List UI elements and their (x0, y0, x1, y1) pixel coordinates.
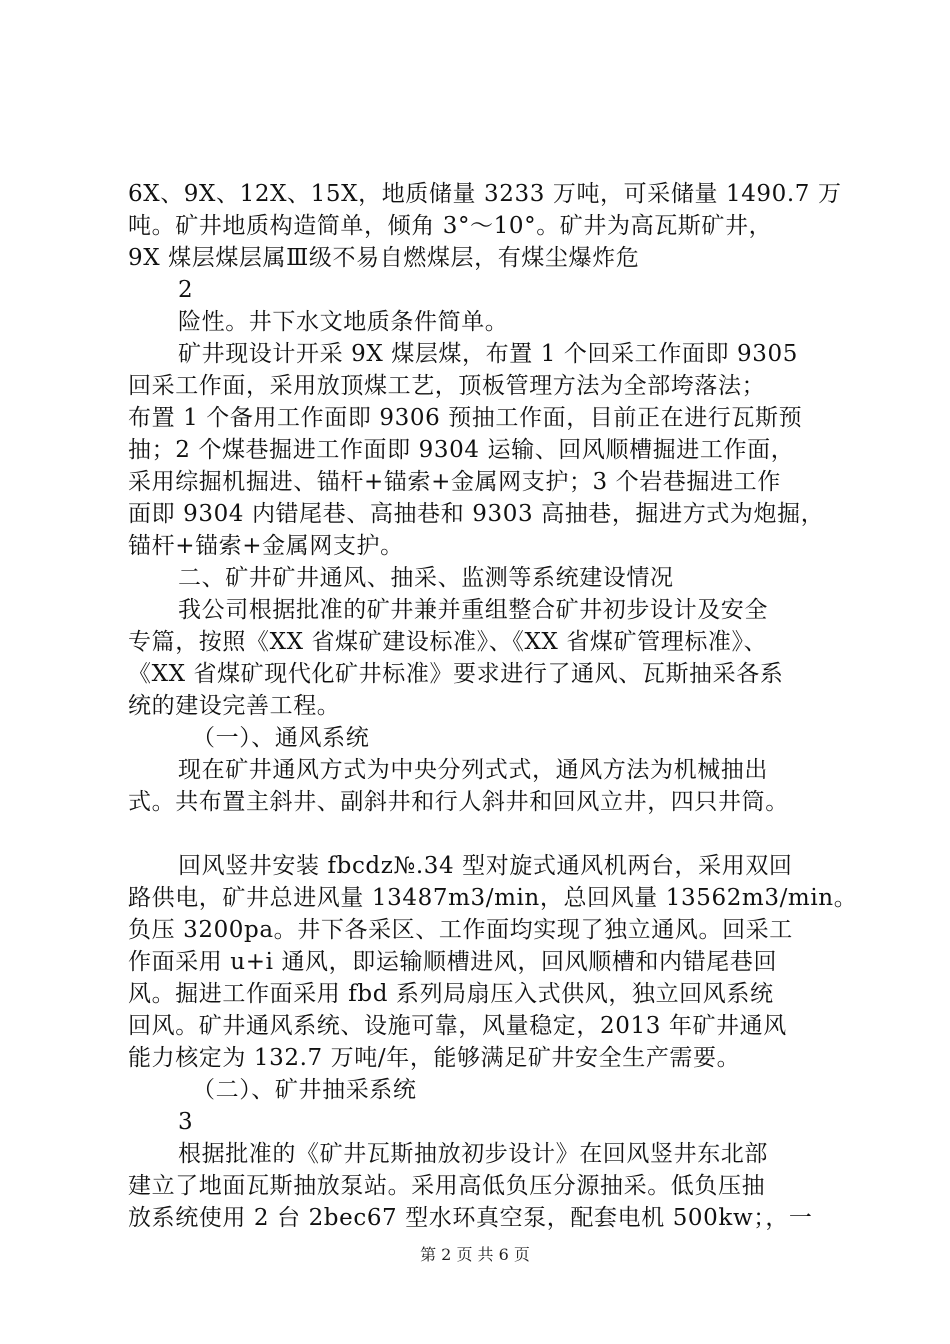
paragraph-start: 根据批准的《矿井瓦斯抽放初步设计》在回风竖井东北部 (178, 1141, 768, 1167)
text-line: 负压 3200pa。井下各采区、工作面均实现了独立通风。回采工 (128, 917, 793, 943)
text-line: 放系统使用 2 台 2bec67 型水环真空泵，配套电机 500kw；，一 (128, 1205, 813, 1231)
text-line: 6X、9X、12X、15X，地质储量 3233 万吨，可采储量 1490.7 万 (128, 181, 842, 207)
page-footer: 第 2 页 共 6 页 (420, 1245, 530, 1264)
text-line: 采用综掘机掘进、锚杆+锚索+金属网支护；3 个岩巷掘进工作 (128, 469, 781, 495)
text-line: 锚杆+锚索+金属网支护。 (128, 533, 404, 559)
text-line: 《XX 省煤矿现代化矿井标准》要求进行了通风、瓦斯抽采各系 (128, 661, 784, 687)
page-marker: 3 (178, 1109, 194, 1135)
text-line: 回风。矿井通风系统、设施可靠，风量稳定，2013 年矿井通风 (128, 1013, 787, 1039)
subsection-heading: （二）、矿井抽采系统 (192, 1077, 417, 1103)
paragraph-start: 矿井现设计开采 9X 煤层煤，布置 1 个回采工作面即 9305 (178, 341, 798, 367)
text-line: 9X 煤层煤层属Ⅲ级不易自燃煤层，有煤尘爆炸危 (128, 245, 640, 271)
text-line: 险性。井下水文地质条件简单。 (178, 309, 509, 335)
text-line: 能力核定为 132.7 万吨/年，能够满足矿井安全生产需要。 (128, 1045, 741, 1071)
text-line: 吨。矿井地质构造简单，倾角 3°～10°。矿井为高瓦斯矿井， (128, 213, 773, 239)
section-heading: 二、矿井矿井通风、抽采、监测等系统建设情况 (178, 565, 674, 591)
page-marker: 2 (178, 277, 194, 303)
subsection-heading: （一）、通风系统 (192, 725, 370, 751)
text-line: 式。共布置主斜井、副斜井和行人斜井和回风立井，四只井筒。 (128, 789, 789, 815)
text-line: 抽；2 个煤巷掘进工作面即 9304 运输、回风顺槽掘进工作面， (128, 437, 795, 463)
paragraph-start: 现在矿井通风方式为中央分列式式，通风方法为机械抽出 (178, 757, 768, 783)
text-line: 风。掘进工作面采用 fbd 系列局扇压入式供风，独立回风系统 (128, 981, 774, 1007)
text-line: 回采工作面，采用放顶煤工艺，顶板管理方法为全部垮落法； (128, 373, 766, 399)
text-line: 专篇，按照《XX 省煤矿建设标准》、《XX 省煤矿管理标准》、 (128, 629, 768, 655)
text-line: 建立了地面瓦斯抽放泵站。采用高低负压分源抽采。低负压抽 (128, 1173, 766, 1199)
text-line: 路供电，矿井总进风量 13487m3/min，总回风量 13562m3/min。 (128, 885, 858, 911)
text-line: 作面采用 u+i 通风，即运输顺槽进风，回风顺槽和内错尾巷回 (128, 949, 778, 975)
text-line: 面即 9304 内错尾巷、高抽巷和 9303 高抽巷，掘进方式为炮掘， (128, 501, 825, 527)
paragraph-start: 我公司根据批准的矿井兼并重组整合矿井初步设计及安全 (178, 597, 768, 623)
text-line: 统的建设完善工程。 (128, 693, 341, 719)
text-line: 布置 1 个备用工作面即 9306 预抽工作面，目前正在进行瓦斯预 (128, 405, 803, 431)
paragraph-start: 回风竖井安装 fbcdz№.34 型对旋式通风机两台，采用双回 (178, 853, 793, 879)
